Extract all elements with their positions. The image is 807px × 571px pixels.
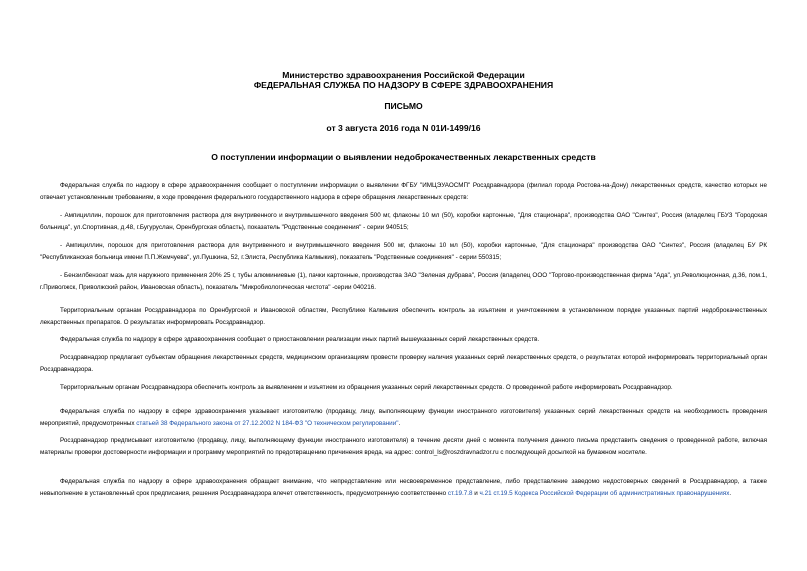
paragraph-intro: Федеральная служба по надзору в сфере здравоохранения сообщает о поступлении информации о выявлении ФГБУ "ИМЦЭУАОСМП" Росздравнадзора (филиал города Ростова-на-Дону) лекарственных средств, качество которых не отвечает установленным требованиям, в ходе проведения федерального государственного надзора в сфере обращения лекарственных средств:	[40, 182, 767, 201]
paragraph-text: .	[398, 419, 401, 427]
paragraph-liability	[40, 476, 767, 499]
paragraph-withdrawal-control: Территориальным органам Росздравнадзора обеспечить контроль за выявлением и изъятием из обращения указанных серий лекарственных средств. О проведенной работе информировать Росздравнадзор.	[60, 384, 673, 391]
paragraph-text: Федеральная служба по надзору в сфере здравоохранения обращает внимание, что непредставление или несвоевременное представление, либо представление заведомо недостоверных сведений в Росздравнадзор, а также невыполнение в установленный срок предписания, решения Росздравнадзора влечет ответственность, предусмотренную соответственно	[40, 478, 767, 497]
document-date-number: от 3 августа 2016 года N 01И-1499/16	[326, 123, 481, 133]
paragraph-text: .	[729, 489, 732, 497]
document-type: ПИСЬМО	[384, 101, 423, 111]
code-article-link[interactable]: ст.19.7.8	[447, 489, 473, 497]
paragraph-manufacturer-measures	[40, 406, 767, 429]
paragraph-text: Федеральная служба по надзору в сфере здравоохранения указывает изготовителю (продавцу, лицу, выполняющему функции иностранного изготовителя) указанных серий лекарственных средств на необходимость проведения мероприятий, предусмотренных	[40, 408, 767, 427]
ministry-title: Министерство здравоохранения Российской Федерации	[282, 70, 525, 80]
federal-law-link[interactable]: статьей 38 Федерального закона от 27.12.2002 N 184-ФЗ "О техническом регулировании"	[136, 419, 399, 427]
paragraph-suspension: Федеральная служба по надзору в сфере здравоохранения сообщает о приостановлении реализации иных партий вышеуказанных серий лекарственных средств.	[60, 336, 540, 343]
paragraph-territorial-control: Территориальным органам Росздравнадзора по Оренбургской и Ивановской областям, Республике Калмыкия обеспечить контроль за изъятием и уничтожением в установленном порядке указанных партий недоброкачественных лекарственных препаратов. О результатах информировать Росздравнадзор.	[40, 307, 767, 326]
document-subject: О поступлении информации о выявлении недоброкачественных лекарственных средств	[211, 152, 596, 162]
paragraph-item-2: - Ампициллин, порошок для приготовления раствора для внутривенного и внутримышечного введения 500 мг, флаконы 10 мл (50), коробки картонные, "Для стационара" производства ОАО "Синтез", Россия (владелец БУ РК "Республиканская больница имени П.П.Жемчуева", ул.Пушкина, 52, г.Элиста, Республика Калмыкия), показатель "Родственные соединения" - серии 550315;	[40, 242, 767, 261]
paragraph-check-proposal: Росздравнадзор предлагает субъектам обращения лекарственных средств, медицинским организациям провести проверку наличия указанных серий лекарственных средств, о результатах которой информировать территориальный орган Росздравнадзора.	[40, 354, 767, 373]
paragraph-text: и	[472, 489, 480, 497]
paragraph-prescription: Росздравнадзор предписывает изготовителю (продавцу, лицу, выполняющему функции иностранного изготовителя) в течение десяти дней с момента получения данного письма представить сведения о проведенной работе, включая материалы проверки достоверности информации и программу мероприятий по предотвращению причинения вреда, на адрес: control_ls@roszdravnadzor.ru с последующей досылкой на бумажном носителе.	[40, 437, 767, 456]
service-title: ФЕДЕРАЛЬНАЯ СЛУЖБА ПО НАДЗОРУ В СФЕРЕ ЗДРАВООХРАНЕНИЯ	[253, 80, 554, 90]
paragraph-item-1: - Ампициллин, порошок для приготовления раствора для внутривенного и внутримышечного введения 500 мг, флаконы 10 мл (50), коробки картонные, "Для стационара", производства ОАО "Синтез", Россия (владелец ГБУЗ "Городская больница", ул.Спортивная, д.48, г.Бугуруслан, Оренбургская область), показатель "Родственные соединения" - серии 940515;	[40, 212, 767, 231]
administrative-code-link[interactable]: ч.21 ст.19.5 Кодекса Российской Федерации об административных правонарушениях	[479, 489, 730, 497]
paragraph-item-3: - Бензилбензоат мазь для наружного применения 20% 25 г, тубы алюминиевые (1), пачки картонные, производства ЗАО "Зеленая дубрава", Россия (владелец ООО "Торгово-производственная фирма "Ада", ул.Революционная, д.36, пом.1, г.Приволжск, Приволжский район, Ивановская область), показатель "Микробиологическая чистота" -серии 040216.	[40, 272, 767, 291]
